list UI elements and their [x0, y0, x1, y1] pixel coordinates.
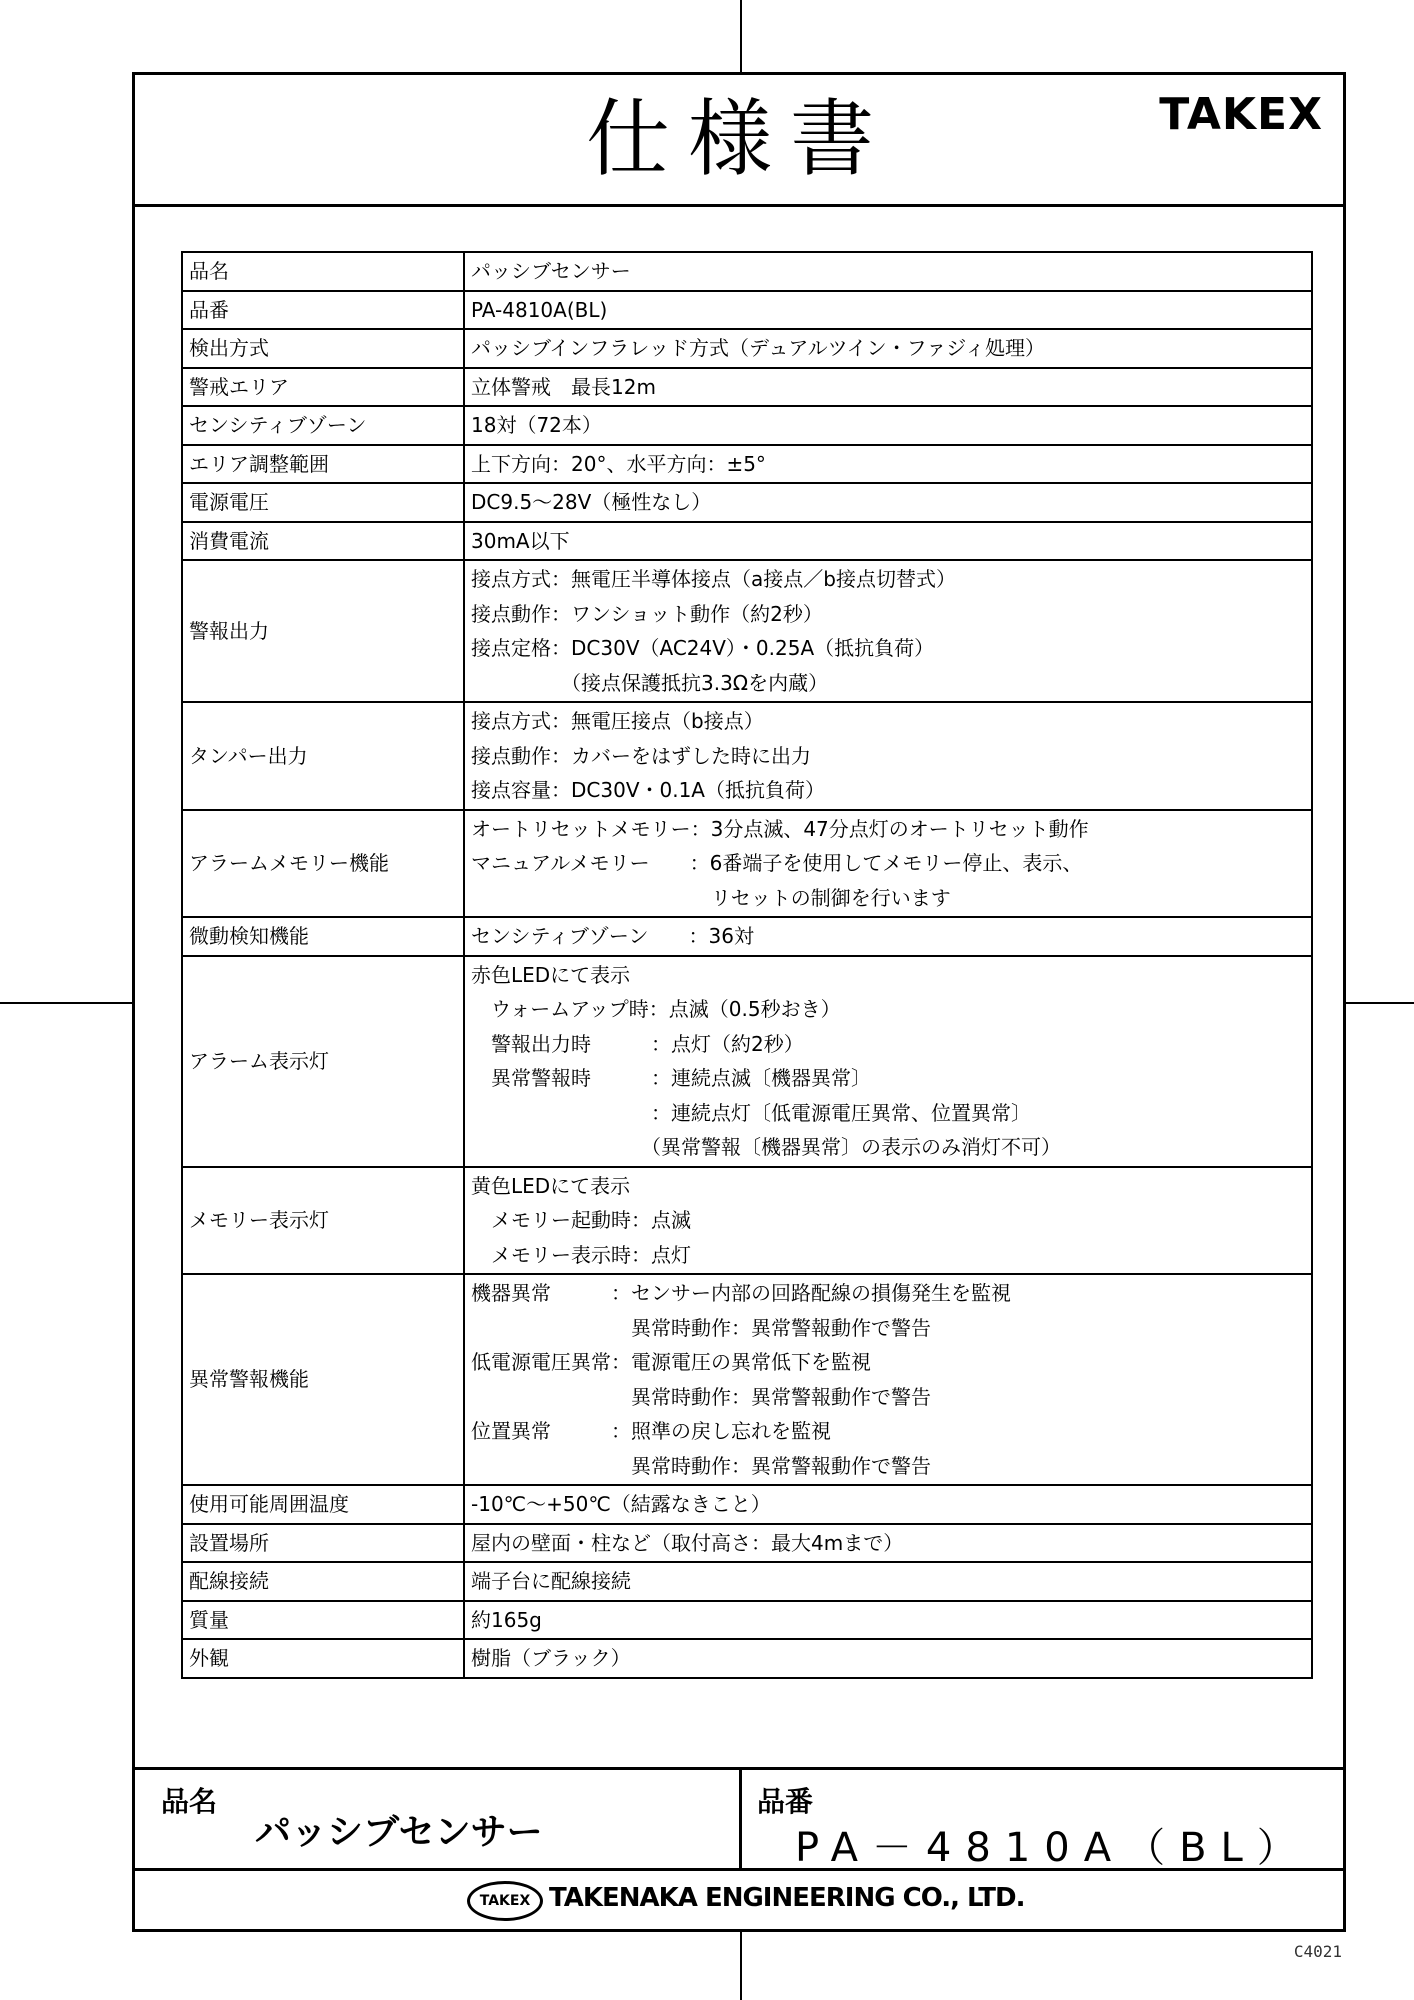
spec-value-line: DC9.5～28V（極性なし） — [471, 490, 712, 514]
spec-value-line: メモリー表示時：点灯 — [471, 1242, 691, 1267]
spec-value-line: （異常警報〔機器異常〕の表示のみ消灯不可） — [471, 1135, 1061, 1159]
spec-row — [182, 368, 1312, 407]
spec-value — [464, 956, 1312, 1167]
spec-key: 警戒エリア — [182, 368, 464, 407]
spec-value-line: ウォームアップ時：点滅（0.5秒おき） — [471, 997, 841, 1021]
spec-value-line: 異常時動作：異常警報動作で警告 — [471, 1315, 931, 1340]
spec-value-line: 上下方向：20°、水平方向：±5° — [471, 451, 766, 476]
spec-value-line: 接点容量：DC30V・0.1A（抵抗負荷） — [471, 778, 825, 802]
spec-value-line: 18対（72本） — [471, 413, 602, 437]
spec-value-line: オートリセットメモリー：3分点滅、47分点灯のオートリセット動作 — [471, 816, 1089, 841]
spec-value-line: 位置異常 ：照準の戻し忘れを監視 — [471, 1419, 831, 1443]
spec-value — [464, 917, 1312, 956]
spec-value-line: 異常時動作：異常警報動作で警告 — [471, 1384, 931, 1409]
spec-value — [464, 1601, 1312, 1640]
document-code: C4021 — [1293, 1942, 1342, 1961]
spec-row — [182, 1639, 1312, 1678]
company-logo-icon: TAKEX — [467, 1881, 543, 1921]
spec-key: 品名 — [182, 252, 464, 291]
spec-key: 異常警報機能 — [182, 1274, 464, 1485]
spec-row — [182, 956, 1312, 1167]
spec-value-line: 接点動作：カバーをはずした時に出力 — [471, 743, 811, 768]
crop-mark-bottom — [740, 1932, 742, 2000]
spec-row — [182, 291, 1312, 330]
spec-row — [182, 483, 1312, 522]
spec-key: 配線接続 — [182, 1562, 464, 1601]
spec-value — [464, 1485, 1312, 1524]
spec-key: タンパー出力 — [182, 702, 464, 810]
spec-key: 外観 — [182, 1639, 464, 1678]
spec-value-line: 接点方式：無電圧半導体接点（a接点／b接点切替式） — [471, 567, 956, 591]
spec-key: 微動検知機能 — [182, 917, 464, 956]
spec-value-line: パッシブインフラレッド方式（デュアルツイン・ファジィ処理） — [471, 336, 1045, 360]
spec-value-line: -10℃～+50℃（結露なきこと） — [471, 1492, 771, 1516]
spec-value-line: 異常時動作：異常警報動作で警告 — [471, 1453, 931, 1478]
spec-row — [182, 1485, 1312, 1524]
spec-key: 警報出力 — [182, 560, 464, 702]
spec-value — [464, 1274, 1312, 1485]
spec-value-line: 約165g — [471, 1607, 542, 1632]
spec-value-line: 樹脂（ブラック） — [471, 1646, 631, 1670]
spec-key: 検出方式 — [182, 329, 464, 368]
spec-value-line: 赤色LEDにて表示 — [471, 962, 631, 987]
spec-row — [182, 1274, 1312, 1485]
sheet-header — [135, 75, 1343, 207]
spec-sheet — [132, 72, 1346, 1932]
spec-value-line: 異常警報時 ：連続点滅〔機器異常〕 — [471, 1066, 871, 1090]
spec-key: 質量 — [182, 1601, 464, 1640]
spec-value — [464, 1639, 1312, 1678]
spec-row — [182, 1524, 1312, 1563]
spec-row — [182, 702, 1312, 810]
spec-value-line: 警報出力時 ：点灯（約2秒） — [471, 1031, 804, 1056]
product-name-value: パッシブセンサー — [255, 1812, 543, 1853]
spec-value — [464, 252, 1312, 291]
model-number-value: PA－4810A（BL） — [795, 1825, 1311, 1871]
spec-value-line: （接点保護抵抗3.3Ωを内蔵） — [471, 670, 829, 695]
spec-key: 消費電流 — [182, 522, 464, 561]
crop-mark-left — [0, 1002, 132, 1004]
page-title: 仕様書 — [585, 90, 892, 188]
spec-value-line: ：連続点灯〔低電源電圧異常、位置異常〕 — [471, 1100, 1031, 1125]
spec-row — [182, 917, 1312, 956]
spec-value-line: 黄色LEDにて表示 — [471, 1173, 631, 1198]
spec-value — [464, 560, 1312, 702]
spec-value-line: 端子台に配線接続 — [471, 1569, 631, 1593]
brand-logo: TAKEX — [1159, 89, 1323, 140]
spec-value-line: 接点動作：ワンショット動作（約2秒） — [471, 601, 823, 626]
spec-value-line: 屋内の壁面・柱など（取付高さ：最大4mまで） — [471, 1530, 904, 1555]
spec-value-line: PA-4810A(BL) — [471, 297, 608, 322]
spec-row — [182, 252, 1312, 291]
spec-value — [464, 1524, 1312, 1563]
spec-value — [464, 406, 1312, 445]
spec-row — [182, 1167, 1312, 1275]
spec-value-line: メモリー起動時：点滅 — [471, 1208, 691, 1232]
spec-value — [464, 329, 1312, 368]
crop-mark-top — [740, 0, 742, 72]
spec-value — [464, 1562, 1312, 1601]
spec-value-line: パッシブセンサー — [471, 259, 631, 283]
product-name-label: 品名 — [161, 1785, 218, 1818]
spec-value-line: マニュアルメモリー ：6番端子を使用してメモリー停止、表示、 — [471, 851, 1083, 875]
spec-value-line: リセットの制御を行います — [471, 885, 951, 910]
spec-key: センシティブゾーン — [182, 406, 464, 445]
spec-row — [182, 445, 1312, 484]
spec-key: メモリー表示灯 — [182, 1167, 464, 1275]
spec-value — [464, 1167, 1312, 1275]
spec-value-line: 低電源電圧異常：電源電圧の異常低下を監視 — [471, 1350, 871, 1374]
spec-row — [182, 522, 1312, 561]
spec-key: 電源電圧 — [182, 483, 464, 522]
spec-row — [182, 406, 1312, 445]
spec-row — [182, 1601, 1312, 1640]
spec-value — [464, 483, 1312, 522]
spec-row — [182, 1562, 1312, 1601]
spec-key: アラームメモリー機能 — [182, 810, 464, 918]
spec-value-line: 立体警戒 最長12m — [471, 374, 656, 399]
company-footer — [135, 1871, 1343, 1929]
spec-value — [464, 522, 1312, 561]
spec-row — [182, 329, 1312, 368]
spec-row — [182, 810, 1312, 918]
spec-value — [464, 445, 1312, 484]
spec-row — [182, 560, 1312, 702]
model-number-label: 品番 — [757, 1785, 814, 1818]
spec-value-line: 30mA以下 — [471, 528, 570, 553]
product-summary — [135, 1767, 1343, 1871]
spec-key: エリア調整範囲 — [182, 445, 464, 484]
spec-key: アラーム表示灯 — [182, 956, 464, 1167]
crop-mark-right — [1346, 1002, 1414, 1004]
spec-key: 設置場所 — [182, 1524, 464, 1563]
spec-value-line: 接点方式：無電圧接点（b接点） — [471, 709, 764, 733]
spec-key: 品番 — [182, 291, 464, 330]
spec-value — [464, 368, 1312, 407]
spec-value-line: 接点定格：DC30V（AC24V）・0.25A（抵抗負荷） — [471, 636, 935, 660]
summary-divider — [739, 1770, 742, 1868]
company-name: TAKENAKA ENGINEERING CO., LTD. — [549, 1883, 1025, 1913]
spec-value — [464, 291, 1312, 330]
spec-key: 使用可能周囲温度 — [182, 1485, 464, 1524]
spec-value-line: センシティブゾーン ：36対 — [471, 924, 754, 948]
spec-table — [181, 251, 1313, 1679]
spec-value — [464, 810, 1312, 918]
spec-value-line: 機器異常 ：センサー内部の回路配線の損傷発生を監視 — [471, 1281, 1011, 1305]
spec-value — [464, 702, 1312, 810]
